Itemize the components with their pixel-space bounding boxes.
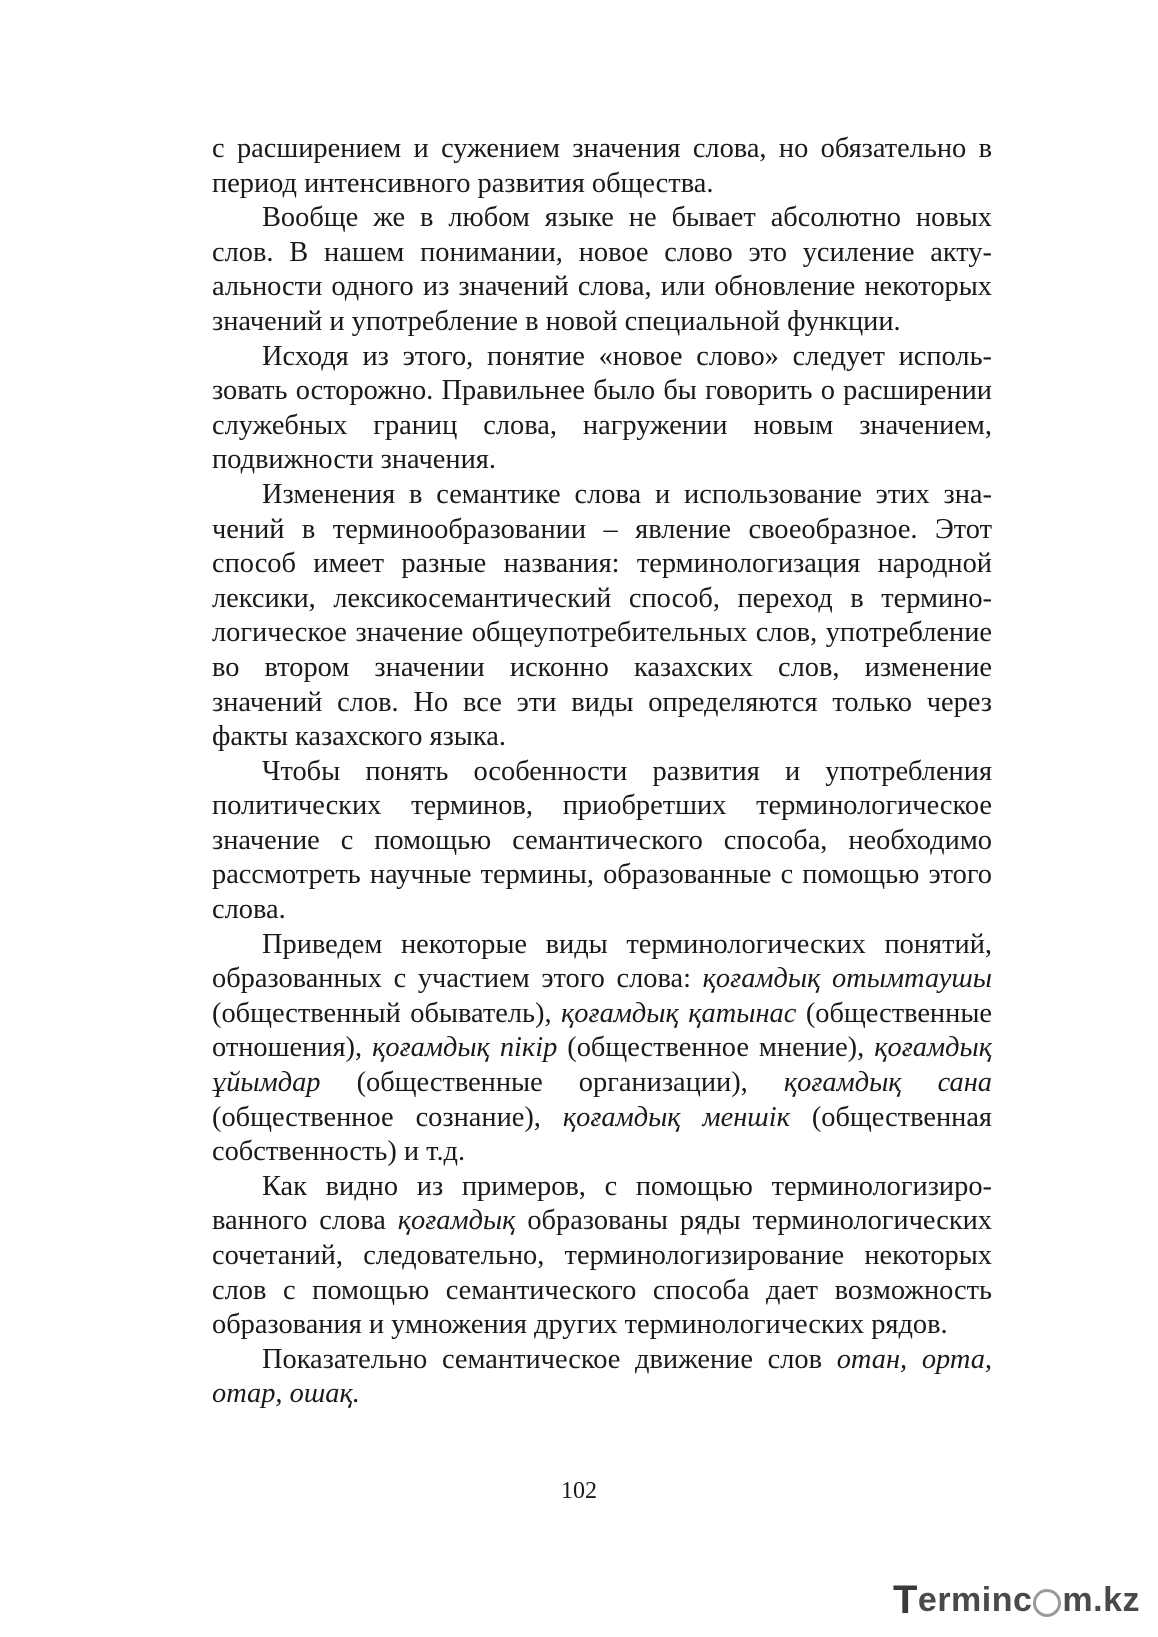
page-number: 102 bbox=[561, 1478, 597, 1504]
magnifier-icon bbox=[1033, 1589, 1061, 1617]
watermark-text-part: erminc bbox=[917, 1581, 1033, 1619]
text-run: Изменения в семантике слова и использование этих значений в терминообразовании – явление своеобразное. Этот способ имеет разные названия: терминологизация народной лексики, лексикосемантический способ, переход в терминологическое значение общеупотребительных слов, употребление во втором значении исконно казахских слов, изменение значений слов. Но все эти виды определяются только через факты казахского языка. bbox=[212, 478, 992, 753]
paragraph bbox=[212, 201, 992, 339]
paragraph bbox=[212, 755, 992, 928]
paragraph bbox=[212, 1343, 992, 1412]
text-run: Исходя из этого, понятие «новое слово» следует использовать осторожно. Правильнее было бы говорить о расширении служебных границ слова, нагружении новым значением, подвижности значения. bbox=[212, 340, 992, 476]
watermark-letter-t: T bbox=[892, 1578, 918, 1622]
page-body bbox=[212, 132, 992, 1412]
paragraph bbox=[212, 478, 992, 755]
kazakh-term: қоғамдық пікір bbox=[372, 1032, 558, 1064]
text-run: (общественные отношения), bbox=[212, 997, 992, 1064]
paragraph bbox=[212, 928, 992, 1170]
kazakh-term: қоғамдық bbox=[397, 1205, 516, 1237]
kazakh-term: қоғамдық сана bbox=[783, 1067, 992, 1099]
text-run: Как видно из примеров, с помощью терминологизированного слова bbox=[212, 1170, 992, 1237]
text-run: Вообще же в любом языке не бывает абсолютно новых слов. В нашем понимании, новое слово это усиление актуальности одного из значений слова, или обновление некоторых значений и употребление в новой специальной функции. bbox=[212, 202, 992, 337]
text-run: с расширением и сужением значения слова, но обязательно в период интенсивного развития общества. bbox=[212, 133, 992, 199]
paragraph bbox=[212, 132, 992, 201]
text-run: образованы ряды терминологических сочетаний, следовательно, терминологизирование некоторых слов с помощью семантического способа дает возможность образования и умножения других терминологических рядов. bbox=[212, 1205, 992, 1341]
paragraph bbox=[212, 340, 992, 478]
watermark-logo bbox=[893, 1578, 1140, 1623]
kazakh-term: қоғамдық меншік bbox=[562, 1101, 790, 1133]
kazakh-term: қоғамдық ұйымдар bbox=[212, 1032, 992, 1099]
text-run: (общественный обыватель), bbox=[212, 997, 562, 1029]
text-run: (общественная собственность) и т.д. bbox=[212, 1101, 992, 1168]
watermark-domain: m.kz bbox=[1062, 1581, 1140, 1619]
text-run: (общественное мнение), bbox=[557, 1032, 875, 1064]
kazakh-term: қоғамдық отымтаушы bbox=[702, 963, 992, 995]
kazakh-term: отан, орта, отар, ошақ. bbox=[212, 1343, 992, 1410]
kazakh-term: қоғамдық қатынас bbox=[561, 997, 797, 1029]
text-run: Приведем некоторые виды терминологических понятий, образованных с участием этого слова: bbox=[212, 928, 992, 995]
text-run: (общественное сознание), bbox=[212, 1101, 563, 1133]
text-run: Показательно семантическое движение слов bbox=[262, 1343, 837, 1375]
text-run: (общественные организации), bbox=[320, 1067, 784, 1099]
text-run: Чтобы понять особенности развития и употребления политических терминов, приобретших терминологическое значение с помощью семантического способа, необходимо рассмотреть научные термины, образованные с помощью этого слова. bbox=[212, 755, 992, 926]
paragraph bbox=[212, 1170, 992, 1343]
